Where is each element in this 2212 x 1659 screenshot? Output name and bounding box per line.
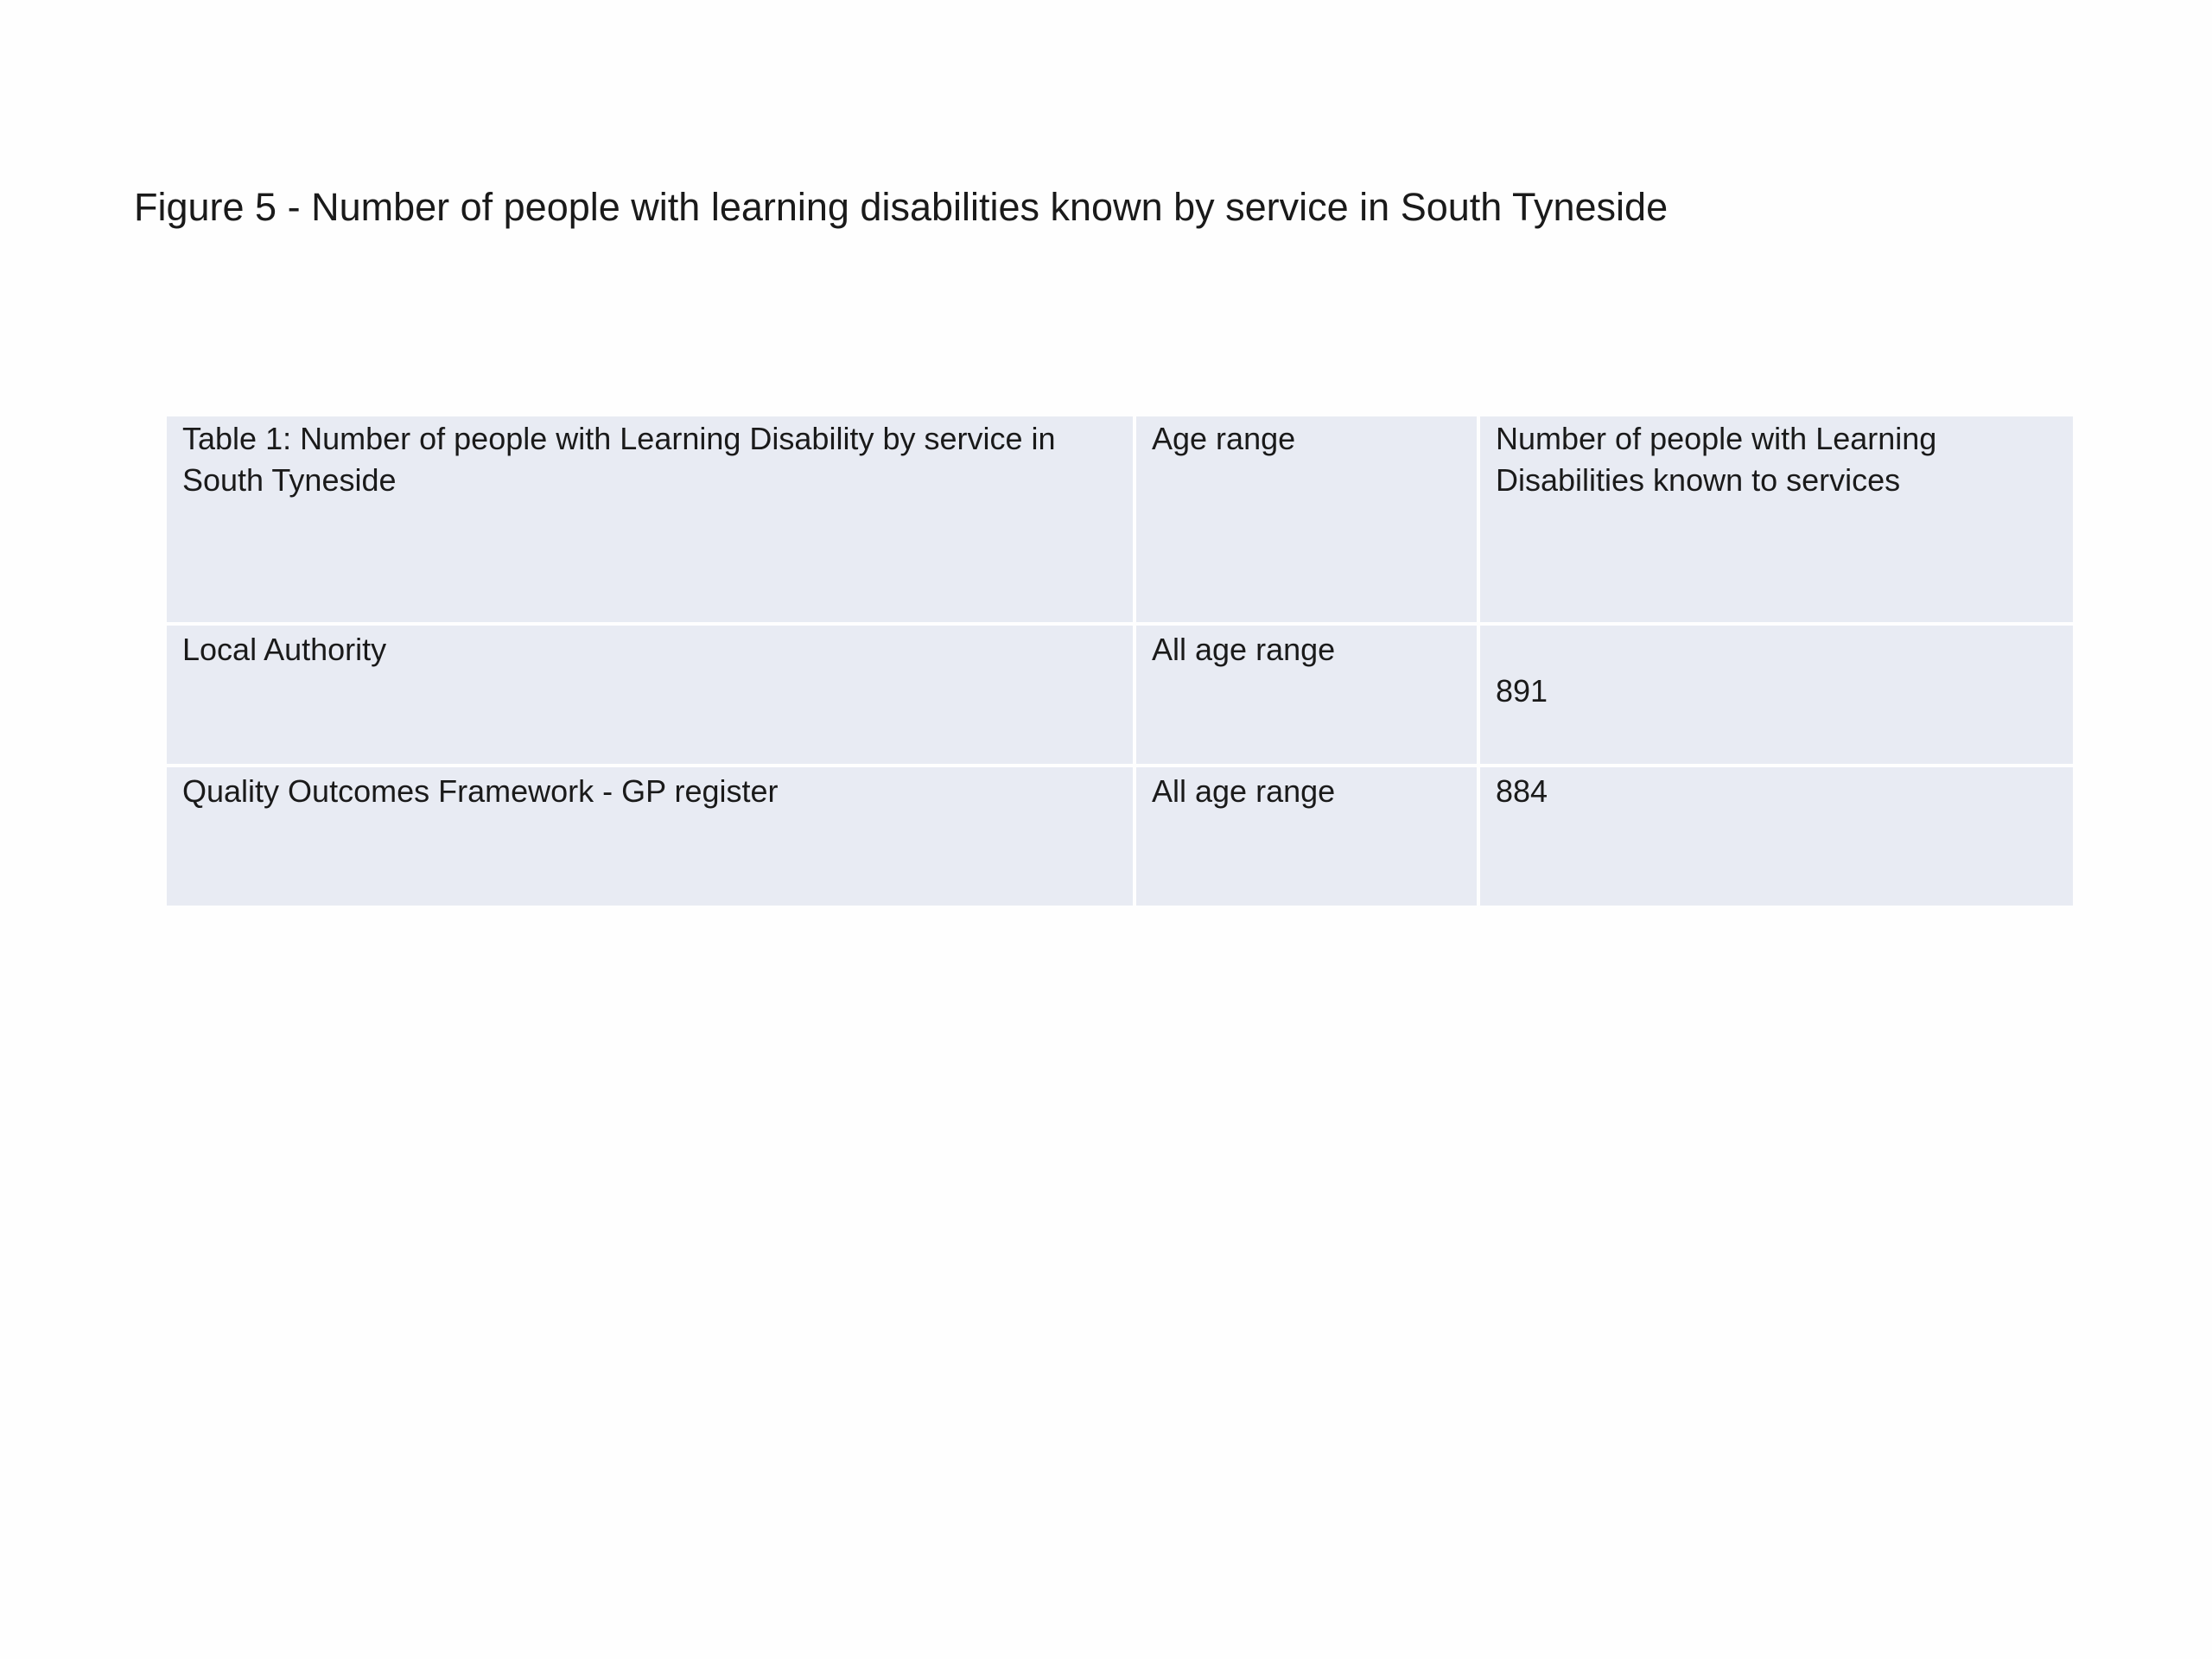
learning-disability-table: [167, 416, 2073, 906]
service-name: Local Authority: [182, 632, 387, 667]
table-row: [167, 626, 2073, 767]
cell-service: [167, 767, 1136, 906]
count-value: 884: [1496, 773, 1548, 809]
header-cell-service: [167, 416, 1136, 626]
age-range-value: All age range: [1152, 773, 1336, 809]
age-range-value: All age range: [1152, 632, 1336, 667]
header-service-label: Table 1: Number of people with Learning Disability by service in South Tyneside: [182, 421, 1056, 498]
service-name: Quality Outcomes Framework - GP register: [182, 773, 779, 809]
cell-count: [1480, 626, 2073, 767]
cell-count: [1480, 767, 2073, 906]
table-row: [167, 767, 2073, 906]
cell-service: [167, 626, 1136, 767]
table-header-row: [167, 416, 2073, 626]
header-count-label: Number of people with Learning Disabilities known to services: [1496, 421, 1937, 498]
figure-title: Figure 5 - Number of people with learning disabilities known by service in South Tyneside: [134, 185, 1669, 229]
header-age-range-label: Age range: [1152, 421, 1296, 456]
cell-age-range: [1136, 626, 1480, 767]
cell-age-range: [1136, 767, 1480, 906]
header-cell-age-range: [1136, 416, 1480, 626]
header-cell-count: [1480, 416, 2073, 626]
count-value: 891: [1496, 673, 1548, 709]
